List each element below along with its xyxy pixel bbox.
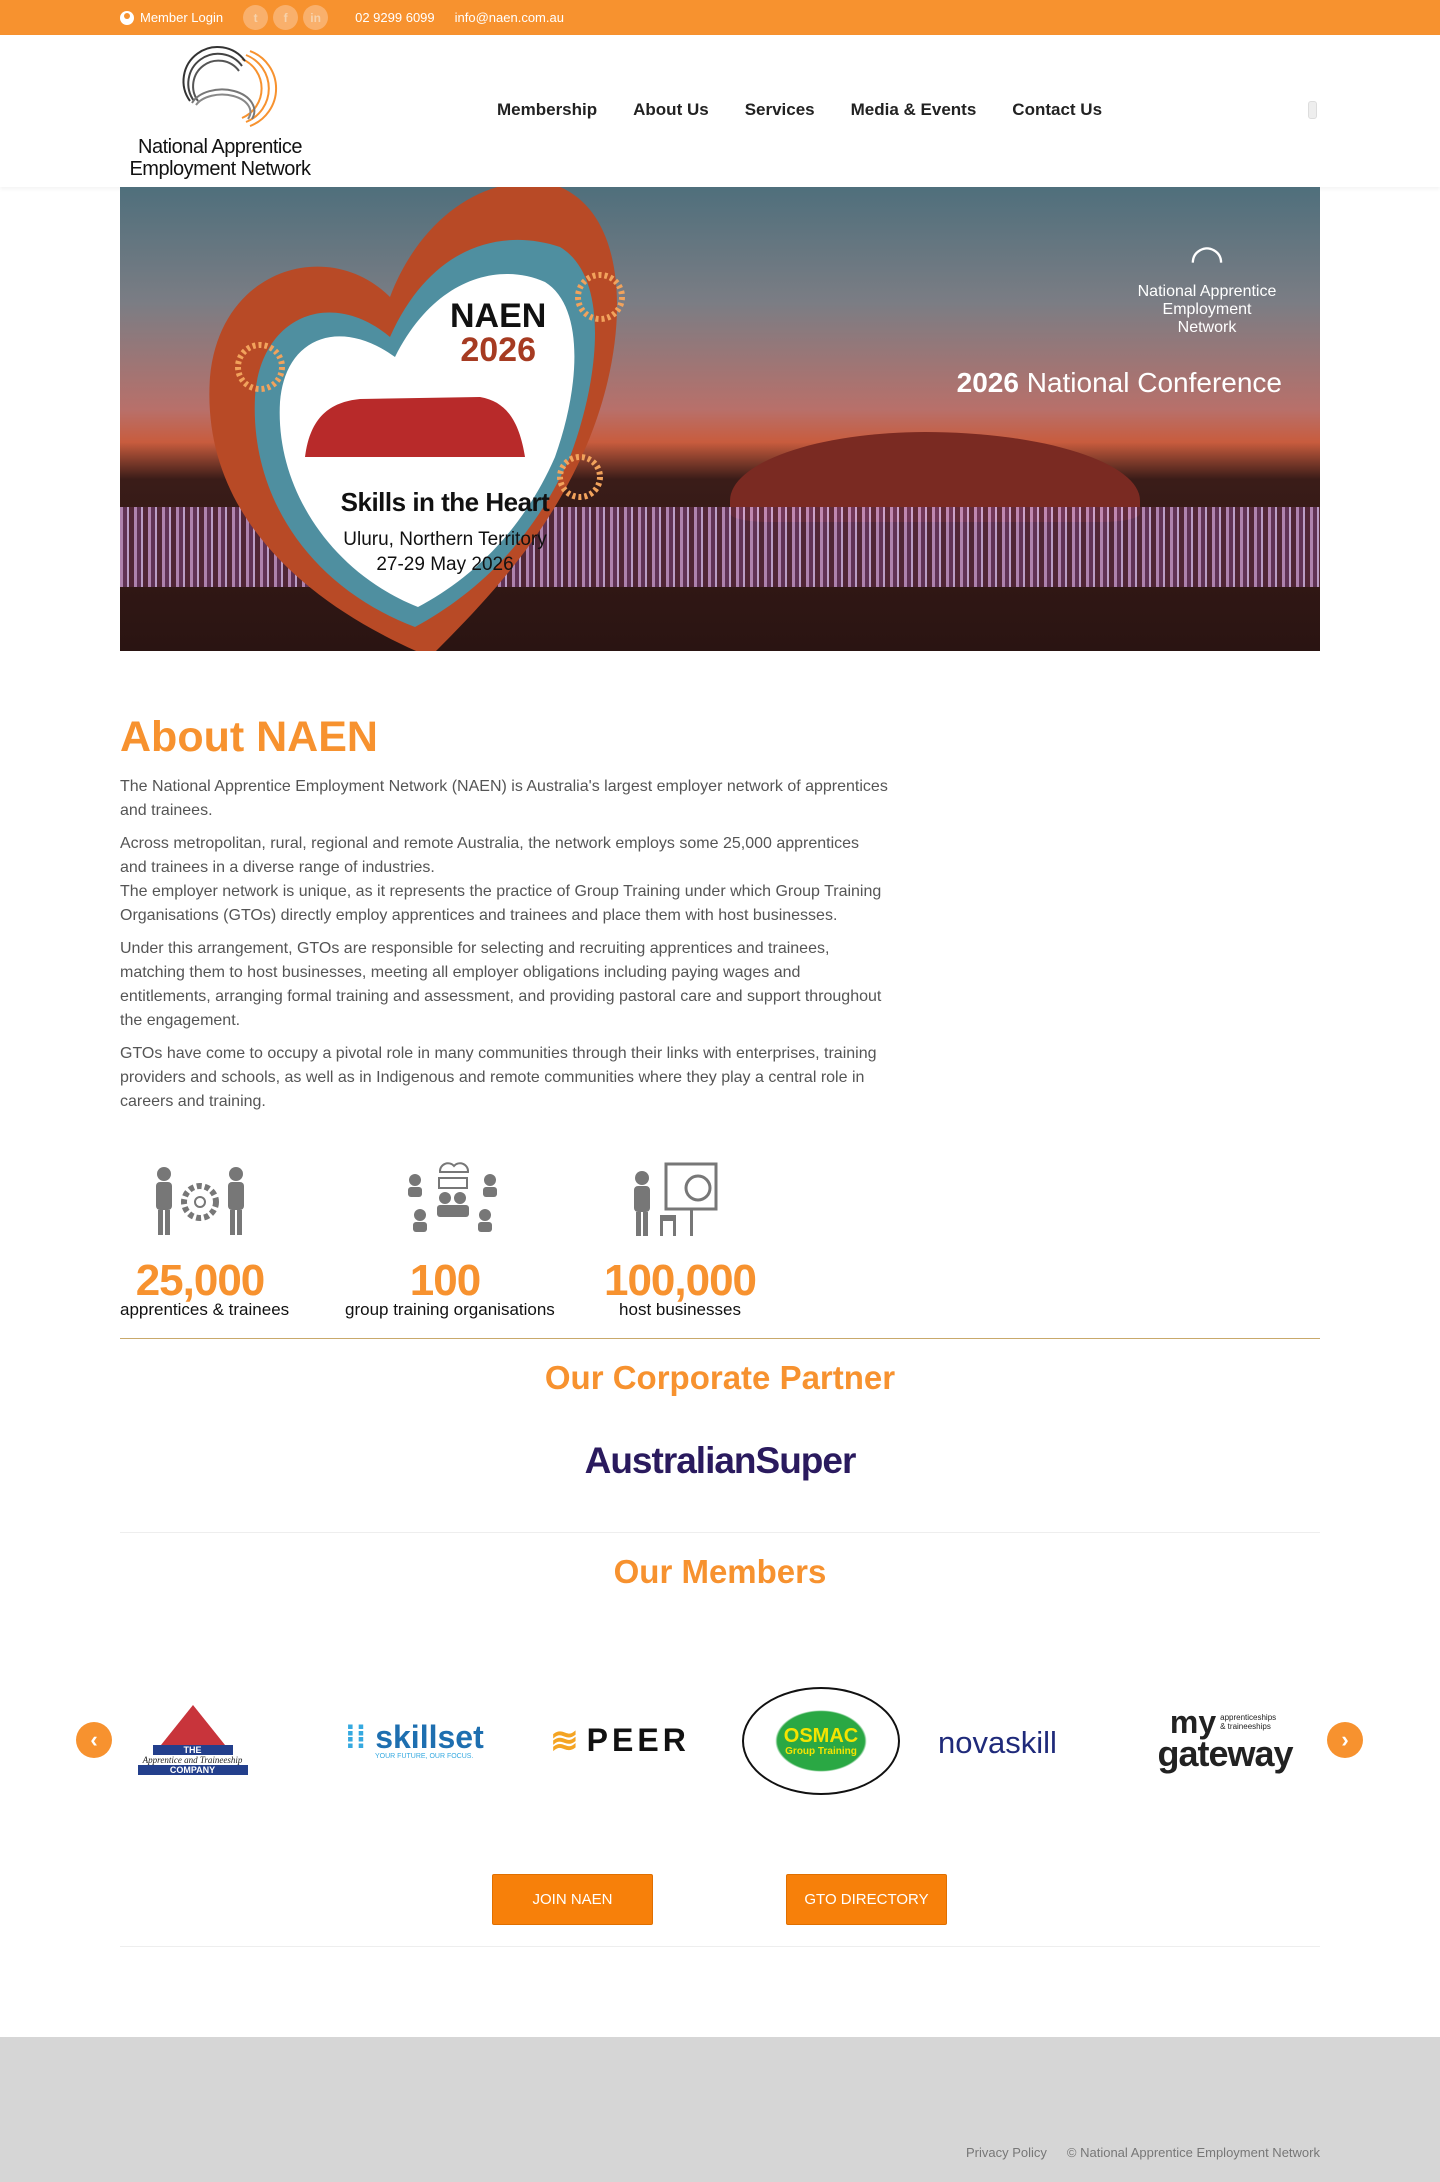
about-paragraph: Across metropolitan, rural, regional and remote Australia, the network employs some 25,000 apprentices and trainees in a diverse range of industries. — [120, 835, 860, 876]
hero-year: 2026 — [460, 331, 536, 369]
about-paragraph: The National Apprentice Employment Network (NAEN) is Australia's largest employer network of apprentices and trainees. — [120, 778, 888, 819]
hero-naen-logo — [1132, 237, 1282, 337]
hero-banner[interactable] — [120, 187, 1320, 651]
conference-text: National Conference — [1026, 367, 1282, 398]
peer-chevron-icon: ≋ — [550, 1721, 579, 1760]
about-paragraph: Under this arrangement, GTOs are responsible for selecting and recruiting apprentices and trainees, matching them to host businesses, meeting all employer obligations including paying wages and entitlements, arranging formal training and assessment, and providing pastoral care and support throughout the engagement. — [120, 940, 882, 1029]
nav-media-events[interactable]: Media & Events — [850, 100, 977, 119]
stats-graphic — [120, 1160, 780, 1325]
about-text — [120, 775, 890, 1123]
gto-directory-button[interactable]: GTO DIRECTORY — [786, 1874, 947, 1925]
partner-name: AustralianSuper — [584, 1440, 856, 1481]
logo-text: Apprentice and Traineeship — [142, 1755, 243, 1765]
header — [0, 35, 1440, 187]
nav-about-us[interactable]: About Us — [633, 100, 709, 119]
facebook-icon[interactable]: f — [273, 5, 298, 30]
members-title: Our Members — [613, 1553, 827, 1590]
stat-label: host businesses — [619, 1300, 741, 1319]
carousel-prev-button[interactable] — [76, 1722, 112, 1758]
nav-contact-us[interactable]: Contact Us — [1012, 100, 1103, 119]
corporate-partner-title: Our Corporate Partner — [544, 1359, 896, 1396]
member-logo-novaskill[interactable] — [925, 1720, 1070, 1765]
logo-line2: Employment Network — [129, 158, 311, 180]
join-naen-button[interactable]: JOIN NAEN — [492, 1874, 653, 1925]
member-logo-mygateway[interactable] — [1150, 1700, 1300, 1780]
twitter-icon[interactable]: t — [243, 5, 268, 30]
hero-logo-line1: National Apprentice — [1137, 283, 1277, 300]
member-logo-peer[interactable] — [545, 1718, 695, 1763]
linkedin-icon[interactable]: in — [303, 5, 328, 30]
chevron-right-icon: › — [1341, 1727, 1349, 1752]
logo-line1: National Apprentice — [138, 136, 302, 158]
main-nav — [497, 100, 1102, 120]
member-login-link[interactable] — [120, 10, 223, 25]
search-toggle[interactable] — [1308, 101, 1317, 119]
privacy-policy-link[interactable]: Privacy Policy — [965, 2145, 1047, 2160]
about-paragraph: The employer network is unique, as it represents the practice of Group Training under which Group Training Organisations (GTOs) directly employ apprentices and trainees and place them with host businesses. — [120, 883, 882, 924]
stat-value: 100,000 — [603, 1256, 757, 1305]
copyright-text: © National Apprentice Employment Network — [1066, 2145, 1320, 2160]
logo-text: PEER — [586, 1722, 690, 1758]
member-logo-skillset[interactable] — [345, 1715, 490, 1765]
logo-text: COMPANY — [138, 1765, 248, 1775]
stat-value: 25,000 — [135, 1256, 265, 1305]
stat-value: 100 — [409, 1256, 481, 1305]
member-logo-osmac[interactable] — [742, 1687, 900, 1795]
member-login-label: Member Login — [140, 10, 224, 25]
naen-logo[interactable] — [120, 41, 320, 181]
logo-text: THE — [153, 1745, 233, 1755]
divider — [120, 1946, 1320, 1947]
triangle-logo-icon — [161, 1705, 225, 1745]
logo-text: apprenticeships & traineeships — [1220, 1713, 1277, 1731]
divider — [120, 1532, 1320, 1533]
divider — [120, 1338, 1320, 1339]
footer — [0, 2037, 1440, 2182]
hero-tagline: Skills in the Heart — [340, 487, 550, 517]
australiansuper-logo[interactable] — [0, 1440, 1440, 1482]
phone-link[interactable]: 02 9299 6099 — [355, 10, 435, 25]
chevron-left-icon: ‹ — [90, 1727, 98, 1752]
about-title: About NAEN — [120, 713, 378, 761]
logo-mark-icon — [120, 41, 320, 136]
email-link[interactable]: info@naen.com.au — [454, 10, 564, 25]
logo-text: skillset — [375, 1718, 484, 1755]
skillset-dots-icon: ⁞⁞ — [345, 1718, 376, 1755]
logo-text: YOUR FUTURE, OUR FOCUS. — [375, 1752, 474, 1760]
hero-dates: 27-29 May 2026 — [376, 554, 514, 575]
hero-location: Uluru, Northern Territory — [343, 529, 547, 550]
member-logo-atc[interactable] — [130, 1695, 255, 1785]
nav-membership[interactable]: Membership — [497, 100, 598, 119]
nav-services[interactable]: Services — [744, 100, 815, 119]
user-icon — [120, 11, 134, 25]
conference-year: 2026 — [956, 367, 1019, 398]
top-bar — [0, 0, 1440, 35]
logo-text: gateway — [1157, 1733, 1293, 1774]
heart-graphic-icon — [160, 187, 720, 651]
stat-label: group training organisations — [345, 1300, 555, 1319]
hero-logo-line2: Employment Network — [1162, 301, 1252, 336]
network-people-icon — [395, 1160, 510, 1240]
logo-text: my — [1169, 1704, 1217, 1740]
logo-text: OSMAC — [783, 1724, 859, 1747]
stat-label: apprentices & trainees — [120, 1300, 290, 1319]
people-gears-icon — [150, 1160, 250, 1240]
logo-mark-icon: ◠ — [1189, 238, 1225, 282]
logo-text: novaskill — [938, 1724, 1057, 1760]
about-paragraph: GTOs have come to occupy a pivotal role in many communities through their links with enterprises, training providers and schools, as well as in Indigenous and remote communities where they play a central role in careers and training. — [120, 1045, 877, 1110]
hero-naen: NAEN — [450, 297, 547, 335]
logo-text: Group Training — [785, 1745, 857, 1757]
conference-title — [957, 367, 1282, 399]
carousel-next-button[interactable] — [1327, 1722, 1363, 1758]
presenter-icon — [630, 1160, 730, 1240]
